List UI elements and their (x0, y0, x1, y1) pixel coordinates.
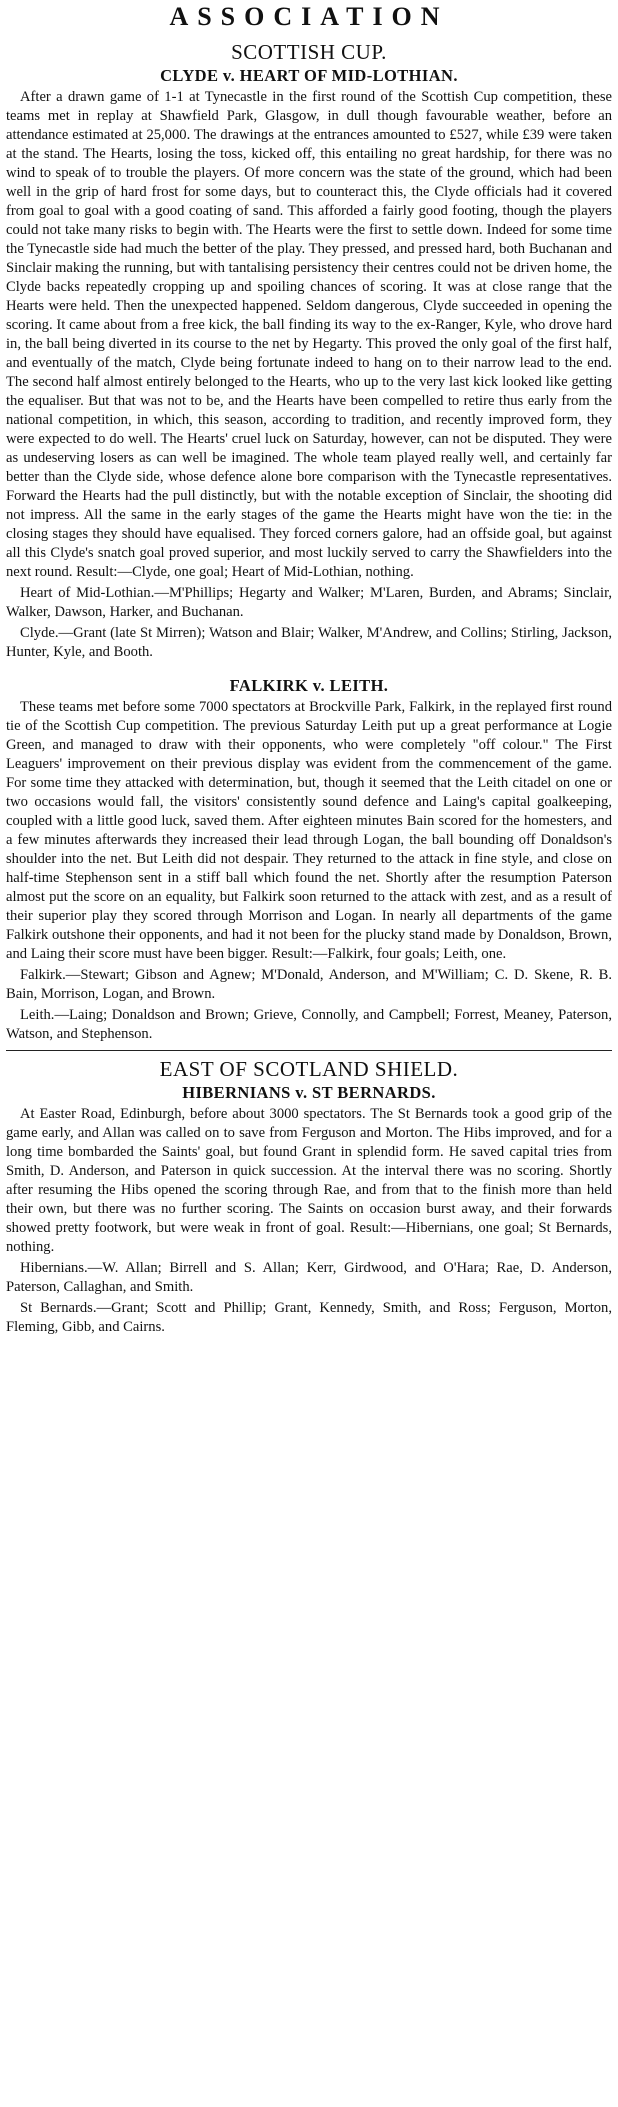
team-lineup-st-bernards: St Bernards.—Grant; Scott and Phillip; Grant, Kennedy, Smith, and Ross; Ferguson, Morton, Fleming, Gibb, and Cairns. (6, 1300, 612, 1335)
section-divider (6, 1050, 612, 1051)
team-lineup-clyde: Clyde.—Grant (late St Mirren); Watson and Blair; Walker, M'Andrew, and Collins; Stirling, Jackson, Hunter, Kyle, and Booth. (6, 625, 612, 660)
newspaper-column (6, 0, 612, 2107)
match-heading-hibs-st-bernards: HIBERNIANS v. ST BERNARDS. (182, 1083, 436, 1102)
team-lineup-hearts: Heart of Mid-Lothian.—M'Phillips; Hegarty and Walker; M'Laren, Burden, and Abrams; Sinclair, Walker, Dawson, Harker, and Buchanan. (6, 585, 612, 620)
match-report-falkirk-leith: These teams met before some 7000 spectators at Brockville Park, Falkirk, in the replayed first round tie of the Scottish Cup competition. The previous Saturday Leith put up a great performance at Logie Green, and managed to draw with their opponents, who were completely "off colour." The First Leaguers' improvement on their previous display was evident from the commencement of the game. For some time they attacked with determination, but, though it seemed that the Leith citadel on one or two occasions would fall, the visitors' consistently sound defence and Laing's capital goalkeeping, coupled with a little good luck, saved them. After eighteen minutes Bain scored for the homesters, and a few minutes afterwards they increased their lead through Logan, the ball bounding off Donaldson's shoulder into the net. But Leith did not despair. They returned to the attack in fine style, and close on half-time Stephenson sent in a stiff ball which found the net. Shortly after the resumption Paterson almost put the score on an equality, but Falkirk soon returned to the attack with zest, and as a result of their superior play they scored through Morrison and Logan. In nearly all departments of the game Falkirk outshone their opponents, and had it not been for the plucky stand made by Donaldson, Brown, and Laing their score must have been bigger. Result:—Falkirk, four goals; Leith, one. (6, 699, 612, 962)
team-lineup-hibernians: Hibernians.—W. Allan; Birrell and S. Allan; Kerr, Girdwood, and O'Hara; Rae, D. Anderson, Paterson, Callaghan, and Smith. (6, 1260, 612, 1295)
match-heading-clyde-hearts: CLYDE v. HEART OF MID-LOTHIAN. (160, 66, 458, 85)
team-lineup-falkirk: Falkirk.—Stewart; Gibson and Agnew; M'Donald, Anderson, and M'William; C. D. Skene, R. B. Bain, Morrison, Logan, and Brown. (6, 967, 612, 1002)
masthead-title: ASSOCIATION (169, 2, 449, 31)
match-heading-falkirk-leith: FALKIRK v. LEITH. (229, 676, 389, 695)
match-report-clyde-hearts: After a drawn game of 1-1 at Tynecastle in the first round of the Scottish Cup competition, these teams met in replay at Shawfield Park, Glasgow, in dull though favourable weather, before an attendance estimated at 25,000. The drawings at the entrances amounted to £527, while £39 were taken at the stand. The Hearts, losing the toss, kicked off, this entailing no great hardship, for there was no wind to speak of to trouble the players. Of more concern was the state of the ground, which had been well in the grip of hard frost for some days, but to counteract this, the Clyde officials had it covered from goal to goal with a good coating of sand. This afforded a fairly good footing, though the players could not take many risks to begin with. The Hearts were the first to settle down. Indeed for some time the Tynecastle side had much the better of the play. They pressed, and pressed hard, both Buchanan and Sinclair making the running, but with tantalising persistency their centres could not be driven home, the Clyde backs repeatedly cropping up and spoiling chances of scoring. It was at close range that the Hearts were held. Then the unexpected happened. Seldom dangerous, Clyde succeeded in opening the scoring. It came about from a free kick, the ball finding its way to the ex-Ranger, Kyle, who drove hard in, the ball being diverted in its course to the net by Hegarty. This proved the only goal of the first half, and eventually of the match, Clyde being fortunate indeed to hang on to their narrow lead to the end. The second half almost entirely belonged to the Hearts, who up to the very last kick looked like getting the equaliser. But that was not to be, and the Hearts have been compelled to retire thus early from the national competition, in which, this season, according to tradition, and recently improved form, they were expected to do well. The Hearts' cruel luck on Saturday, however, can not be disputed. They were as undeserving losers as can well be imagined. The whole team played really well, and certainly far better than the Clyde side, whose defence alone bore comparison with the Tynecastle representatives. Forward the Hearts had the pull distinctly, but with the notable exception of Sinclair, the shooting did not impress. All the same in the early stages of the game the Hearts might have won the tie: in the closing stages they should have equalised. They forced corners galore, had an offside goal, but against all this Clyde's snatch goal proved superior, and most luckily served to carry the Shawfielders into the next round. Result:—Clyde, one goal; Heart of Mid-Lothian, nothing. (6, 89, 612, 580)
spacer (6, 662, 612, 676)
section-heading-scottish-cup: SCOTTISH CUP. (231, 40, 387, 64)
match-report-hibs-st-bernards: At Easter Road, Edinburgh, before about 3000 spectators. The St Bernards took a good grip of the game early, and Allan was called on to save from Ferguson and Morton. The Hibs improved, and for a long time bombarded the Saints' goal, but found Grant in splendid form. He saved capital tries from Smith, D. Anderson, and Paterson in quick succession. At the interval there was no scoring. Shortly after resuming the Hibs opened the scoring through Rae, and from that to the finish more than held their own, but there was no further scoring. The Saints on occasion burst away, and their forwards showed pretty footwork, but were weak in front of goal. Result:—Hibernians, one goal; St Bernards, nothing. (6, 1106, 612, 1255)
team-lineup-leith: Leith.—Laing; Donaldson and Brown; Grieve, Connolly, and Campbell; Forrest, Meaney, Paterson, Watson, and Stephenson. (6, 1007, 612, 1042)
section-heading-east-shield: EAST OF SCOTLAND SHIELD. (159, 1057, 459, 1081)
